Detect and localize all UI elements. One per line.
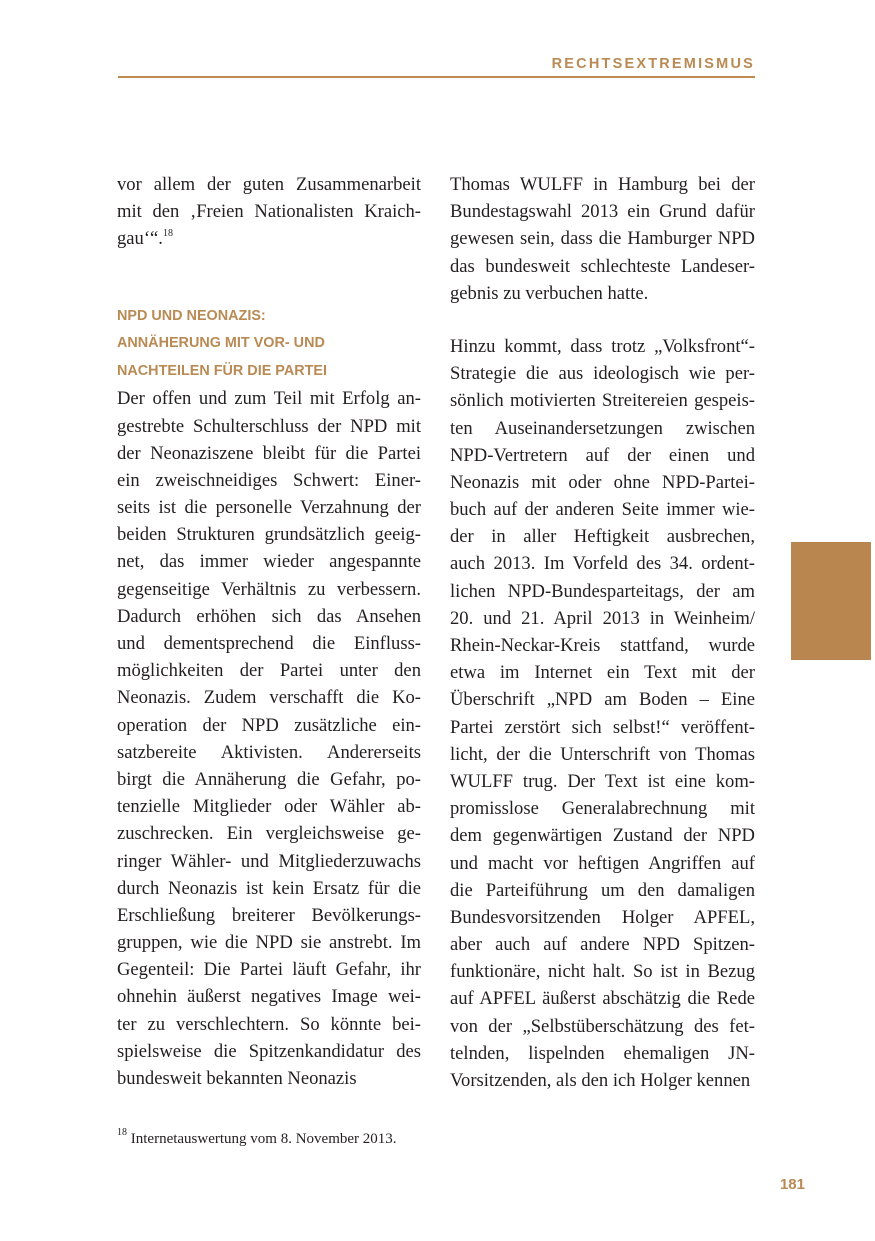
text-line: bundesweit bekannten Neonazis	[117, 1068, 357, 1090]
text-line: telnden, lispelnden ehemaligen JN-	[450, 1042, 755, 1064]
text-line: Rhein-Neckar-Kreis stattfand, wurde	[450, 635, 755, 656]
text-line: Vorsitzenden, als den ich Holger kennen	[450, 1070, 751, 1091]
text-line: birgt die Annäherung die Gefahr, po-	[117, 768, 421, 790]
text-line: Dadurch erhöhen sich das Ansehen	[117, 605, 421, 627]
intro-line: gau‘“.$^{18}$	[117, 228, 173, 250]
body-paragraph	[117, 385, 421, 1092]
text-line: beiden Strukturen grundsätzlich geeig-	[117, 524, 421, 546]
chapter-tab-marker	[791, 542, 871, 660]
text-line: Partei zerstört sich selbst!“ veröffent-	[450, 716, 755, 738]
text-line: seits ist die personelle Verzahnung der	[117, 497, 421, 519]
text-line: durch Neonazis ist kein Ersatz für die	[117, 877, 421, 899]
intro-line: vor allem der guten Zusammenarbeit	[117, 174, 421, 195]
text-line: promisslose Generalabrechnung mit	[450, 798, 755, 820]
text-line: aber auch auf andere NPD Spitzen-	[450, 934, 755, 956]
text-line: von der „Selbstüberschätzung des fet-	[450, 1015, 755, 1037]
text-line: tenzielle Mitglieder oder Wähler ab-	[117, 796, 421, 818]
text-line: WULFF trug. Der Text ist eine kom-	[450, 770, 755, 792]
header-title: RECHTSEXTREMISMUS	[551, 56, 755, 72]
page-number: 181	[779, 1176, 805, 1193]
text-line: ein zweischneidiges Schwert: Einer-	[117, 469, 421, 491]
text-line: lichen NPD-Bundesparteitags, der am	[450, 580, 755, 602]
text-line: Neonazis. Zudem verschafft die Ko-	[117, 687, 421, 709]
text-line: Hinzu kommt, dass trotz „Volksfront“-	[450, 335, 755, 357]
intro-line: mit den ‚Freien Nationalisten Kraich-	[117, 201, 421, 223]
text-line: Der offen und zum Teil mit Erfolg an-	[117, 388, 421, 410]
text-line: Thomas WULFF in Hamburg bei der	[450, 174, 755, 195]
body-paragraph	[450, 333, 755, 1094]
text-line: auch 2013. Im Vorfeld des 34. ordent-	[450, 553, 755, 575]
body-paragraph	[450, 171, 755, 307]
text-line: Gegenteil: Die Partei läuft Gefahr, ihr	[117, 959, 421, 981]
text-line: Erschließung breiterer Bevölkerungs-	[117, 904, 421, 926]
text-line: licht, der die Unterschrift von Thomas	[450, 743, 755, 765]
text-line: möglichkeiten der Partei unter den	[117, 660, 421, 682]
section-heading: NACHTEILEN FÜR DIE PARTEI	[117, 362, 327, 379]
footnote-text: Internetauswertung vom 8. November 2013.	[130, 1131, 397, 1147]
text-line: die Parteiführung um den damaligen	[450, 879, 755, 901]
text-line: ter zu verschlechtern. So könnte bei-	[117, 1013, 421, 1035]
text-line: gestrebte Schulterschluss der NPD mit	[117, 415, 421, 437]
text-line: und dementsprechend die Einfluss-	[117, 633, 421, 655]
text-line: dem gegenwärtigen Zustand der NPD	[450, 825, 755, 847]
text-line: spielsweise die Spitzenkandidatur des	[117, 1040, 421, 1062]
running-header	[118, 54, 755, 78]
text-line: Strategie die aus ideologisch wie per-	[450, 363, 755, 385]
text-line: Bundesvorsitzenden Holger APFEL,	[450, 906, 755, 928]
text-line: satzbereite Aktivisten. Andererseits	[117, 741, 421, 763]
text-line: zuschrecken. Ein vergleichsweise ge-	[117, 823, 421, 845]
text-line: das bundesweit schlechteste Landeser-	[450, 255, 755, 277]
text-line: Bundestagswahl 2013 ein Grund dafür	[450, 201, 755, 223]
text-line: gewesen sein, dass die Hamburger NPD	[450, 228, 755, 250]
text-line: ringer Wähler- und Mitgliederzuwachs	[117, 850, 421, 872]
text-line: auf APFEL äußerst abschätzig die Rede	[450, 988, 755, 1010]
text-line: Überschrift „NPD am Boden – Eine	[450, 689, 755, 711]
text-line: 20. und 21. April 2013 in Weinheim/	[450, 607, 755, 629]
text-line: funktionäre, nicht halt. So ist in Bezug	[450, 961, 755, 983]
section-heading: NPD UND NEONAZIS:	[117, 307, 266, 324]
text-line: ten Auseinandersetzungen zwischen	[450, 417, 755, 439]
text-line: der Neonaziszene bleibt für die Partei	[117, 442, 421, 464]
text-line: gegenseitige Verhältnis zu verbessern.	[117, 578, 421, 600]
text-line: net, das immer wieder angespannte	[117, 551, 421, 573]
text-line: ohnehin äußerst negatives Image wei-	[117, 986, 421, 1008]
right-column	[450, 171, 755, 1094]
text-line: operation der NPD zusätzliche ein-	[117, 714, 421, 736]
text-line: sönlich motivierten Streitereien gespeis-	[450, 390, 755, 412]
footnote	[117, 1127, 397, 1148]
text-line: und macht vor heftigen Angriffen auf	[450, 852, 755, 874]
text-line: Neonazis mit oder ohne NPD-Partei-	[450, 471, 755, 493]
text-line: etwa im Internet ein Text mit der	[450, 662, 755, 684]
footnote-reference[interactable]: 18	[162, 228, 173, 240]
left-column	[117, 171, 421, 1092]
text-line: NPD-Vertretern auf der einen und	[450, 444, 755, 466]
text-line: gebnis zu verbuchen hatte.	[450, 282, 649, 304]
text-line: der in aller Heftigkeit ausbrechen,	[450, 526, 755, 548]
section-heading: ANNÄHERUNG MIT VOR- UND	[117, 335, 325, 352]
text-line: gruppen, wie die NPD sie anstrebt. Im	[117, 932, 421, 954]
text-line: buch auf der anderen Seite immer wie-	[450, 499, 755, 521]
footnote-number: 18	[117, 1127, 127, 1138]
